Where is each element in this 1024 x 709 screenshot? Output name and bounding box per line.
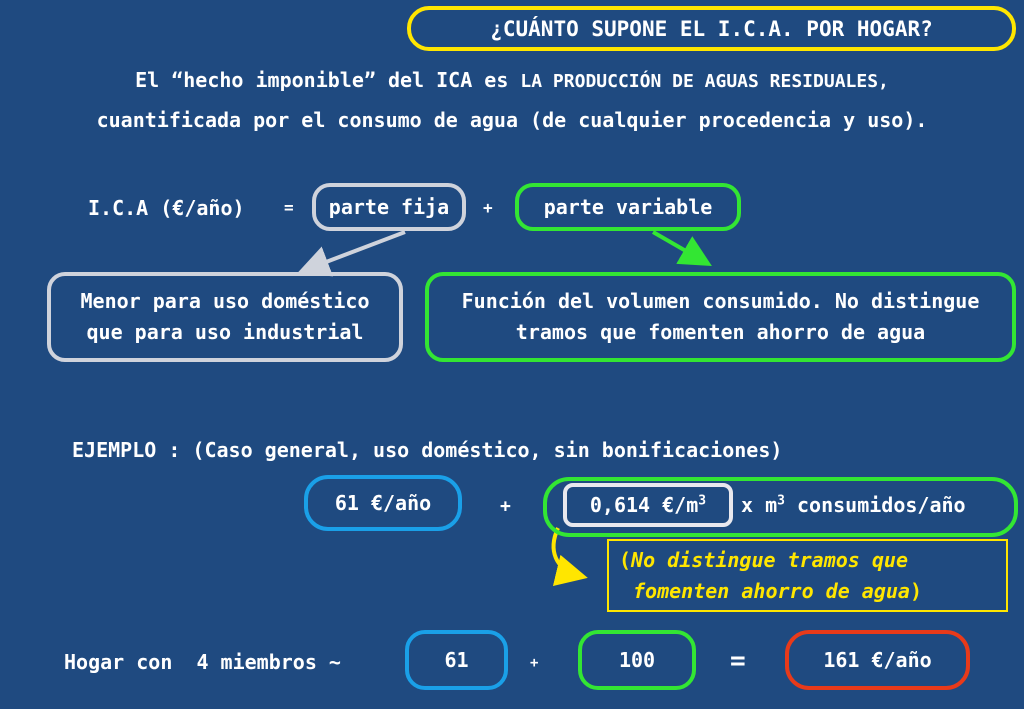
example-note-text-1: No distingue tramos que [631, 547, 908, 572]
arrow-fixed-to-note [305, 232, 405, 270]
household-total-value: 161 €/año [823, 648, 932, 672]
example-fixed-box [304, 475, 462, 531]
household-plus: + [530, 655, 539, 671]
household-equals: = [730, 646, 746, 676]
formula-plus: + [483, 198, 493, 217]
intro-line-1 [0, 68, 1024, 92]
household-fixed-value: 61 [444, 648, 469, 672]
example-rate-box [563, 483, 733, 527]
example-rate-value: 0,614 €/m [589, 493, 699, 517]
household-variable-box [578, 630, 696, 690]
example-note-line-1 [619, 545, 908, 576]
example-rate-text [590, 493, 706, 517]
intro-text-a: El “hecho imponible” del ICA es [135, 68, 509, 92]
intro-text-b: LA PRODUCCIÓN DE AGUAS RESIDUALES, [520, 71, 889, 92]
fixed-note-line-2: que para uso industrial [86, 320, 364, 344]
household-fixed-box [405, 630, 508, 690]
example-mult-exponent: 3 [777, 493, 785, 509]
variable-part-text: parte variable [543, 195, 713, 219]
intro-text-2: cuantificada por el consumo de agua (de cualquier procedencia y uso). [96, 108, 928, 132]
arrow-variable-to-note [653, 232, 705, 262]
example-multiplier [741, 493, 966, 517]
example-rate-exponent: 3 [698, 493, 707, 509]
example-note-open-paren: ( [619, 547, 632, 572]
household-variable-value: 100 [618, 648, 656, 672]
example-mult-suffix: consumidos/año [784, 493, 966, 517]
variable-note-line-1: Función del volumen consumido. No distingue [461, 289, 980, 313]
example-plus: + [500, 496, 511, 517]
household-label: Hogar con 4 miembros ~ [64, 650, 341, 674]
variable-note-box [425, 272, 1016, 362]
example-fixed-value: 61 €/año [334, 491, 432, 515]
fixed-part-text: parte fija [328, 195, 450, 219]
example-note-line-2 [619, 576, 922, 607]
page-title [407, 6, 1016, 51]
household-total-box [785, 630, 970, 690]
example-heading: EJEMPLO : (Caso general, uso doméstico, sin bonificaciones) [72, 438, 783, 462]
formula-equals: = [284, 198, 294, 217]
example-note-close-paren: ) [909, 578, 922, 603]
variable-part-box [515, 183, 741, 231]
fixed-note-line-1: Menor para uso doméstico [80, 289, 370, 313]
variable-note-line-2: tramos que fomenten ahorro de agua [515, 320, 926, 344]
fixed-note-box [47, 272, 403, 362]
formula-label: I.C.A (€/año) [88, 196, 245, 220]
intro-line-2 [0, 108, 1024, 132]
example-mult-prefix: x m [741, 493, 778, 517]
page-title-text: ¿CUÁNTO SUPONE EL I.C.A. POR HOGAR? [490, 16, 933, 41]
example-note-text-2: fomenten ahorro de agua [633, 578, 910, 603]
fixed-part-box [312, 183, 466, 231]
example-note-box [607, 539, 1008, 612]
